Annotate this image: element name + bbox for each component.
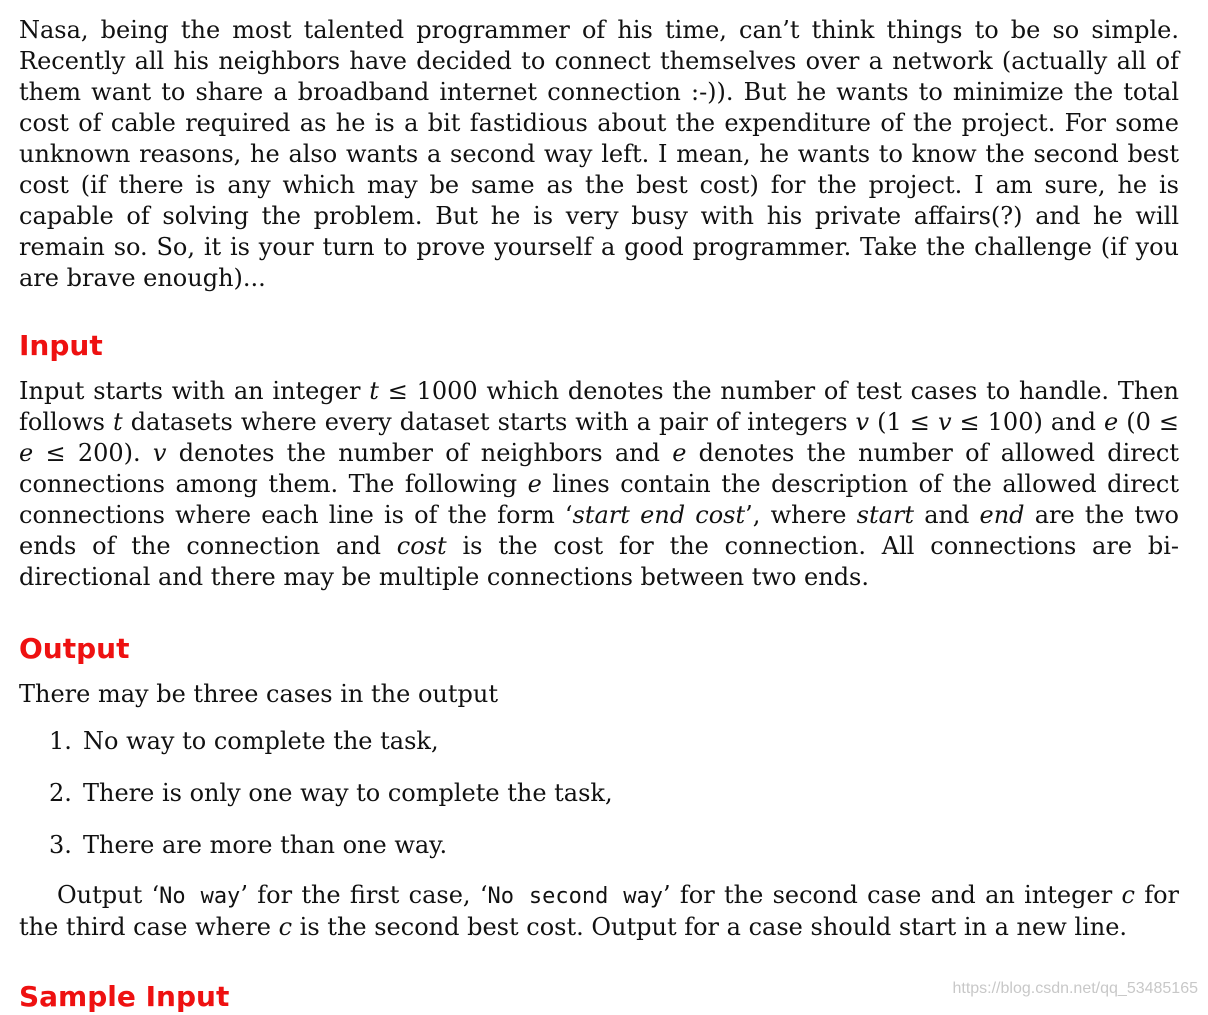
- text-run: and: [914, 501, 980, 529]
- input-paragraph: [19, 376, 1179, 593]
- math-var-c: c: [1121, 881, 1135, 909]
- math-var-t: t: [113, 408, 123, 436]
- text-run: ≤ 1000: [378, 377, 478, 405]
- text-run: are the two ends of the connection and: [19, 501, 1179, 560]
- text-run: which denotes the number of test cases to handle. Then follows: [19, 377, 1179, 436]
- cost-italic: cost: [396, 532, 447, 560]
- list-text: There is only one way to complete the task,: [83, 779, 613, 807]
- text-run: ≤ 200).: [33, 439, 153, 467]
- math-var-e: e: [527, 470, 542, 498]
- input-heading: Input: [19, 329, 103, 362]
- form-italic: start end cost: [572, 501, 746, 529]
- math-var-t: t: [369, 377, 379, 405]
- watermark: https://blog.csdn.net/qq_53485165: [952, 980, 1198, 997]
- text-run: (1 ≤: [869, 408, 938, 436]
- text-run: ≤ 100) and: [951, 408, 1105, 436]
- output-lead: There may be three cases in the output: [19, 680, 498, 708]
- output-cases-list: [19, 726, 1179, 861]
- list-item: [19, 778, 1179, 809]
- text-run: for the third case where: [19, 881, 1180, 941]
- math-var-e: e: [1104, 408, 1119, 436]
- text-run: (0 ≤: [1118, 408, 1180, 436]
- text-run: ’ for the second case and an integer: [662, 881, 1122, 909]
- end-italic: end: [979, 501, 1025, 529]
- code-no-second-way: No second way: [487, 884, 663, 909]
- math-var-e: e: [672, 439, 687, 467]
- output-closing-paragraph: [19, 880, 1179, 943]
- list-text: There are more than one way.: [83, 831, 448, 859]
- list-number: 2.: [49, 779, 72, 807]
- text-run: ’ for the first case, ‘: [240, 881, 488, 909]
- text-run: ’, where: [745, 501, 857, 529]
- math-var-c: c: [278, 913, 293, 941]
- start-italic: start: [856, 501, 915, 529]
- list-number: 3.: [49, 831, 72, 859]
- text-run: Output ‘: [57, 881, 160, 909]
- text-run: Input starts with an integer: [19, 377, 370, 405]
- list-text: No way to complete the task,: [83, 727, 439, 755]
- problem-statement: [19, 15, 1179, 1015]
- text-run: is the cost for the connection. All connections are bi-directional and there may be multiple connections between two ends.: [19, 532, 1179, 591]
- code-no-way: No way: [159, 884, 241, 909]
- text-run: denotes the number of allowed direct connections among them. The following: [19, 439, 1180, 498]
- text-run: datasets where every dataset starts with a pair of integers: [122, 408, 856, 436]
- math-var-v: v: [937, 408, 952, 436]
- list-number: 1.: [49, 727, 72, 755]
- sample-input-heading: Sample Input: [19, 980, 230, 1013]
- list-item: [19, 830, 1179, 861]
- text-run: denotes the number of neighbors and: [166, 439, 673, 467]
- math-var-v: v: [855, 408, 870, 436]
- list-item: [19, 726, 1179, 757]
- output-heading: Output: [19, 632, 130, 665]
- text-run: is the second best cost. Output for a case should start in a new line.: [292, 913, 1128, 941]
- math-var-v: v: [152, 439, 167, 467]
- intro-paragraph: Nasa, being the most talented programmer of his time, can’t think things to be so simple. Recently all his neighbors have decided to connect themselves over a network (actually all of them want to share a broadband internet connection :-)). But he wants to minimize the total cost of cable required as he is a bit fastidious about the expenditure of the project. For some unknown reasons, he also wants a second way left. I mean, he wants to know the second best cost (if there is any which may be same as the best cost) for the project. I am sure, he is capable of solving the problem. But he is very busy with his private affairs(?) and he will remain so. So, it is your turn to prove yourself a good programmer. Take the challenge (if you are brave enough)...: [19, 16, 1179, 292]
- math-var-e: e: [19, 439, 34, 467]
- text-run: lines contain the description of the allowed direct connections where each line is of the form ‘: [19, 470, 1179, 529]
